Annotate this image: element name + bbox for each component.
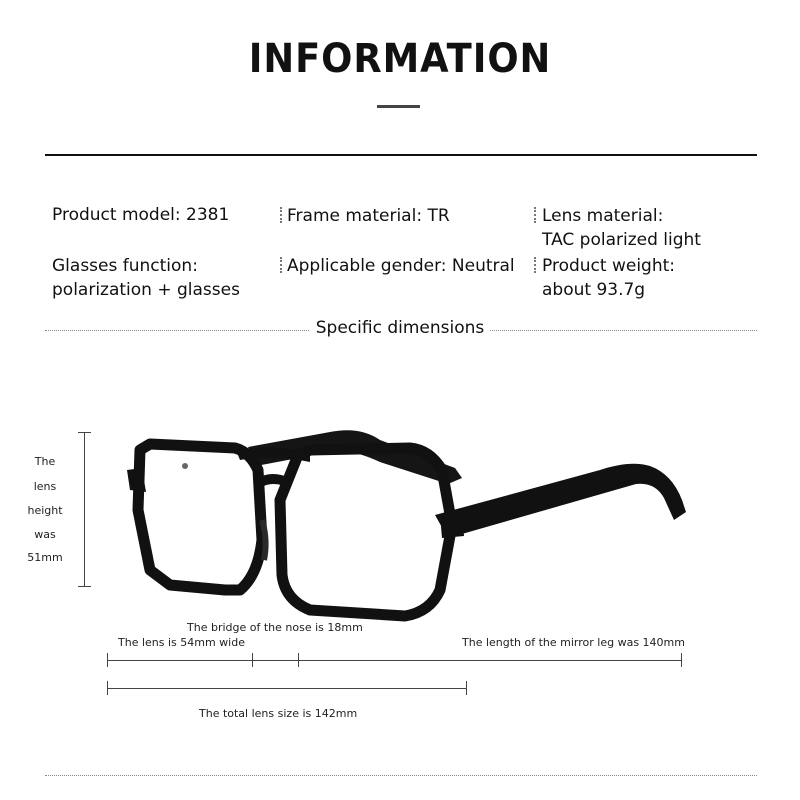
title-underline [377, 105, 420, 108]
height-tick-top [78, 432, 91, 433]
dimension-tick [107, 653, 108, 667]
footer-divider [45, 775, 757, 776]
spec-lens-material-label: Lens material: [542, 206, 664, 226]
dimension-tick [681, 653, 682, 667]
lens-width-label: The lens is 54mm wide [118, 636, 245, 649]
leg-length-label: The length of the mirror leg was 140mm [462, 636, 685, 649]
height-label-word: was [34, 528, 56, 541]
total-size-label: The total lens size is 142mm [199, 707, 358, 720]
spec-glasses-function-label: Glasses function: [52, 256, 198, 276]
dimension-tick [252, 653, 253, 667]
height-tick-bottom [78, 586, 91, 587]
column-separator [534, 257, 536, 273]
dimension-tick [107, 681, 108, 695]
height-line [84, 432, 85, 586]
spec-frame-material: Frame material: TR [287, 206, 450, 226]
page-title: INFORMATION [248, 36, 552, 82]
bridge-dimension-label: The bridge of the nose is 18mm [187, 621, 363, 634]
column-separator [534, 207, 536, 223]
lens-width-line [107, 660, 253, 661]
spec-glasses-function-value: polarization + glasses [52, 280, 240, 300]
total-size-line [107, 688, 466, 689]
height-label-word: The [34, 455, 56, 468]
header-divider [45, 154, 757, 156]
spec-product-weight-value: about 93.7g [542, 280, 646, 300]
height-label-word: height [27, 504, 63, 517]
column-separator [280, 257, 282, 273]
height-label-word: lens [33, 480, 57, 493]
dimension-tick [466, 681, 467, 695]
height-label-value: 51mm [27, 551, 63, 564]
column-separator [280, 207, 282, 223]
dimensions-heading: Specific dimensions [0, 318, 800, 338]
glasses-image [100, 410, 700, 630]
spec-product-weight-label: Product weight: [542, 256, 675, 276]
bridge-line [253, 660, 299, 661]
spec-applicable-gender: Applicable gender: Neutral [287, 256, 515, 276]
spec-product-model: Product model: 2381 [52, 205, 230, 225]
leg-length-line [299, 660, 682, 661]
spec-lens-material-value: TAC polarized light [542, 230, 701, 250]
dimension-tick [298, 653, 299, 667]
